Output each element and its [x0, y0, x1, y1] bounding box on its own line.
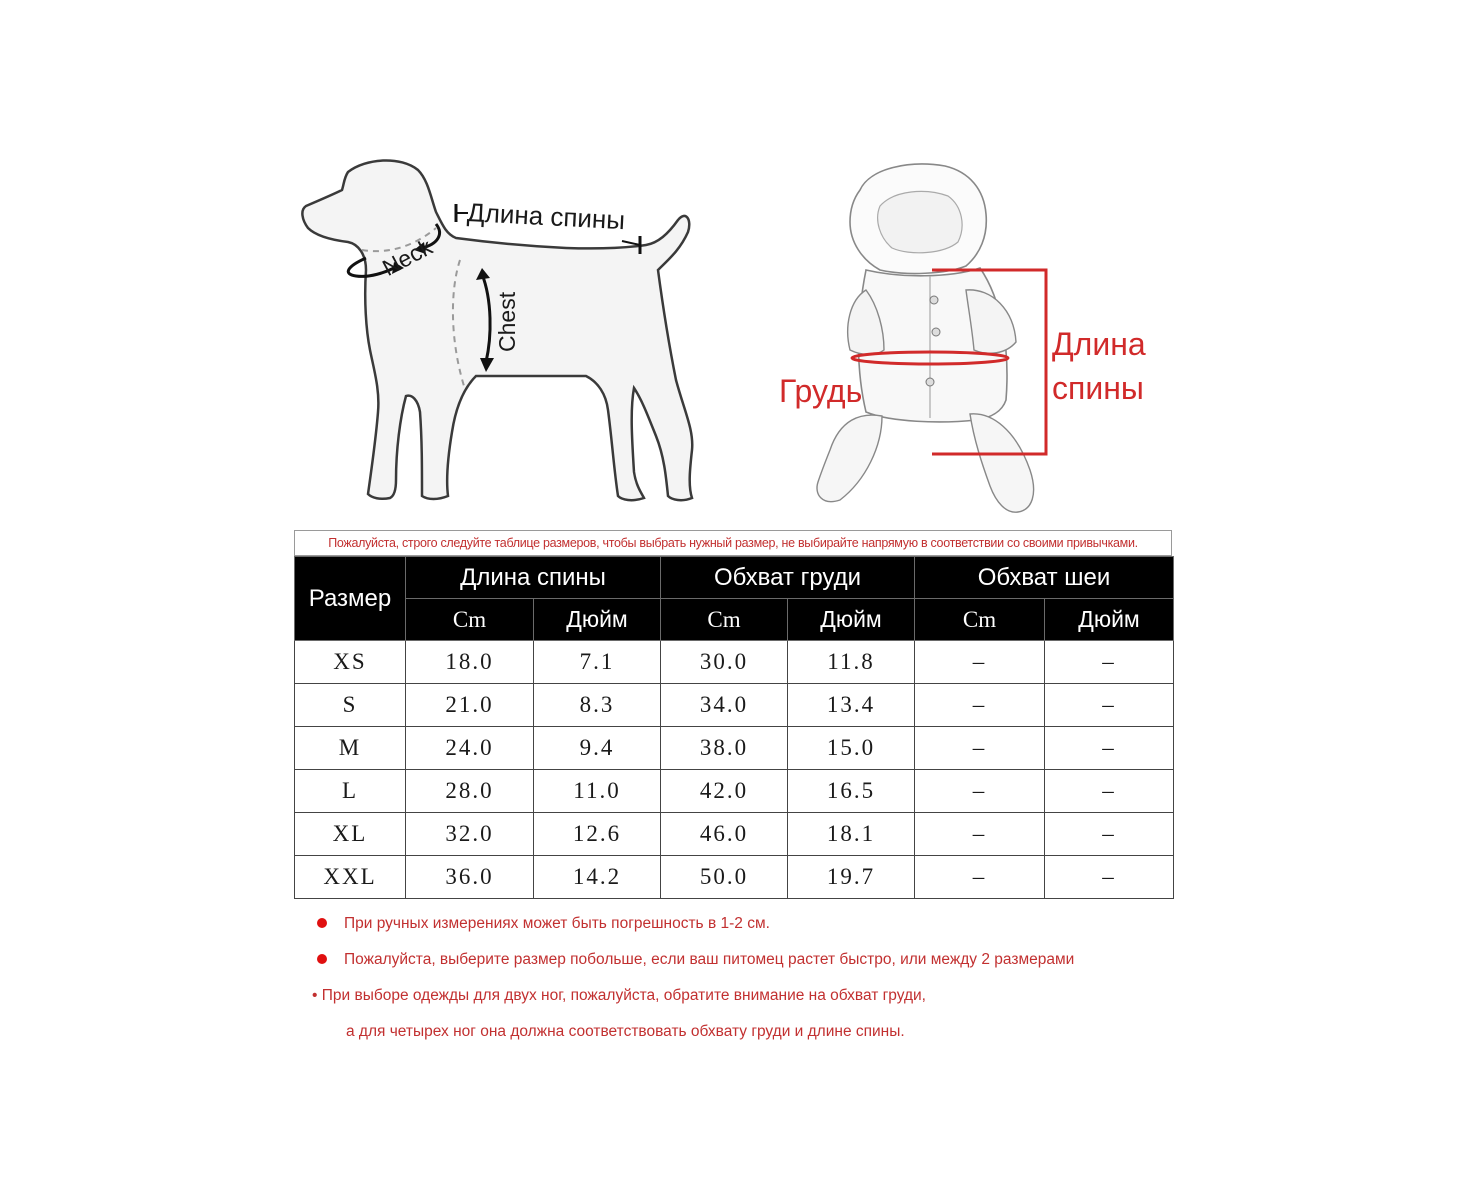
- chest-inch-cell: 15.0: [788, 727, 915, 770]
- button-2: [932, 328, 940, 336]
- neck-cm-cell: –: [915, 770, 1045, 813]
- chest-inch-header: Дюйм: [788, 599, 915, 641]
- neck-inch-cell: –: [1045, 641, 1174, 684]
- back-inch-cell: 9.4: [534, 727, 661, 770]
- button-1: [930, 296, 938, 304]
- note-text: При ручных измерениях может быть погрешность в 1-2 см.: [344, 915, 770, 932]
- suit-chest-label: Грудь: [779, 373, 863, 409]
- neck-cm-cell: –: [915, 641, 1045, 684]
- chest-cm-cell: 42.0: [661, 770, 788, 813]
- back-cm-header: Cm: [406, 599, 534, 641]
- chest-girth-header: Обхват груди: [661, 557, 915, 599]
- neck-inch-cell: –: [1045, 684, 1174, 727]
- chest-cm-header: Cm: [661, 599, 788, 641]
- dog-back-length-label: Длина спины: [466, 197, 626, 236]
- neck-inch-cell: –: [1045, 856, 1174, 899]
- note-text: Пожалуйста, выберите размер побольше, если ваш питомец растет быстро, или между 2 размерами: [344, 951, 1075, 968]
- right-sleeve: [966, 290, 1016, 353]
- neck-cm-cell: –: [915, 813, 1045, 856]
- size-column-header: Размер: [295, 557, 406, 641]
- back-cm-cell: 24.0: [406, 727, 534, 770]
- table-row: [295, 856, 1174, 899]
- size-cell: L: [295, 770, 406, 813]
- back-inch-cell: 11.0: [534, 770, 661, 813]
- size-cell: XXL: [295, 856, 406, 899]
- neck-inch-cell: –: [1045, 813, 1174, 856]
- chest-inch-cell: 19.7: [788, 856, 915, 899]
- suit-back-length-line1: Длина: [1052, 326, 1146, 362]
- chest-cm-cell: 38.0: [661, 727, 788, 770]
- neck-cm-cell: –: [915, 684, 1045, 727]
- suit-back-length-line2: спины: [1052, 370, 1144, 406]
- suit-back-length-label: [1052, 322, 1192, 410]
- note-measurement-error: [317, 915, 770, 933]
- chest-cm-cell: 46.0: [661, 813, 788, 856]
- table-row: [295, 813, 1174, 856]
- back-inch-cell: 14.2: [534, 856, 661, 899]
- chest-cm-cell: 30.0: [661, 641, 788, 684]
- back-cm-cell: 21.0: [406, 684, 534, 727]
- back-length-line-right: [622, 241, 640, 245]
- note-four-legs: а для четырех ног она должна соответствовать обхвату груди и длине спины.: [346, 1023, 905, 1040]
- bullet-dot-icon: [317, 954, 327, 964]
- chest-cm-cell: 50.0: [661, 856, 788, 899]
- table-unit-header-row: [295, 599, 1174, 641]
- table-row: [295, 770, 1174, 813]
- right-leg: [970, 414, 1034, 512]
- neck-cm-cell: –: [915, 856, 1045, 899]
- chest-inch-cell: 18.1: [788, 813, 915, 856]
- bullet-dot-icon: [317, 918, 327, 928]
- chest-inch-cell: 11.8: [788, 641, 915, 684]
- size-notice: Пожалуйста, строго следуйте таблице размеров, чтобы выбрать нужный размер, не выбирайте напрямую в соответствии со своими привычками.: [294, 530, 1172, 556]
- back-inch-cell: 8.3: [534, 684, 661, 727]
- table-row: [295, 684, 1174, 727]
- neck-inch-header: Дюйм: [1045, 599, 1174, 641]
- neck-cm-header: Cm: [915, 599, 1045, 641]
- back-cm-cell: 36.0: [406, 856, 534, 899]
- table-group-header-row: [295, 557, 1174, 599]
- back-length-header: Длина спины: [406, 557, 661, 599]
- neck-cm-cell: –: [915, 727, 1045, 770]
- dog-neck-label: Neck: [378, 233, 437, 281]
- chest-inch-cell: 13.4: [788, 684, 915, 727]
- button-3: [926, 378, 934, 386]
- back-inch-cell: 12.6: [534, 813, 661, 856]
- back-cm-cell: 18.0: [406, 641, 534, 684]
- back-inch-header: Дюйм: [534, 599, 661, 641]
- back-cm-cell: 28.0: [406, 770, 534, 813]
- table-row: [295, 641, 1174, 684]
- back-inch-cell: 7.1: [534, 641, 661, 684]
- chest-cm-cell: 34.0: [661, 684, 788, 727]
- table-row: [295, 727, 1174, 770]
- back-cm-cell: 32.0: [406, 813, 534, 856]
- neck-inch-cell: –: [1045, 770, 1174, 813]
- neck-girth-header: Обхват шеи: [915, 557, 1174, 599]
- dog-chest-label: Chest: [494, 291, 520, 352]
- left-leg: [817, 415, 882, 502]
- size-cell: XS: [295, 641, 406, 684]
- note-choose-larger: [317, 951, 1074, 969]
- size-cell: S: [295, 684, 406, 727]
- chest-inch-cell: 16.5: [788, 770, 915, 813]
- hood-inner: [878, 191, 962, 252]
- neck-inch-cell: –: [1045, 727, 1174, 770]
- size-cell: M: [295, 727, 406, 770]
- size-chart-table: [294, 556, 1174, 899]
- note-two-legs: • При выборе одежды для двух ног, пожалуйста, обратите внимание на обхват груди,: [312, 987, 926, 1004]
- size-cell: XL: [295, 813, 406, 856]
